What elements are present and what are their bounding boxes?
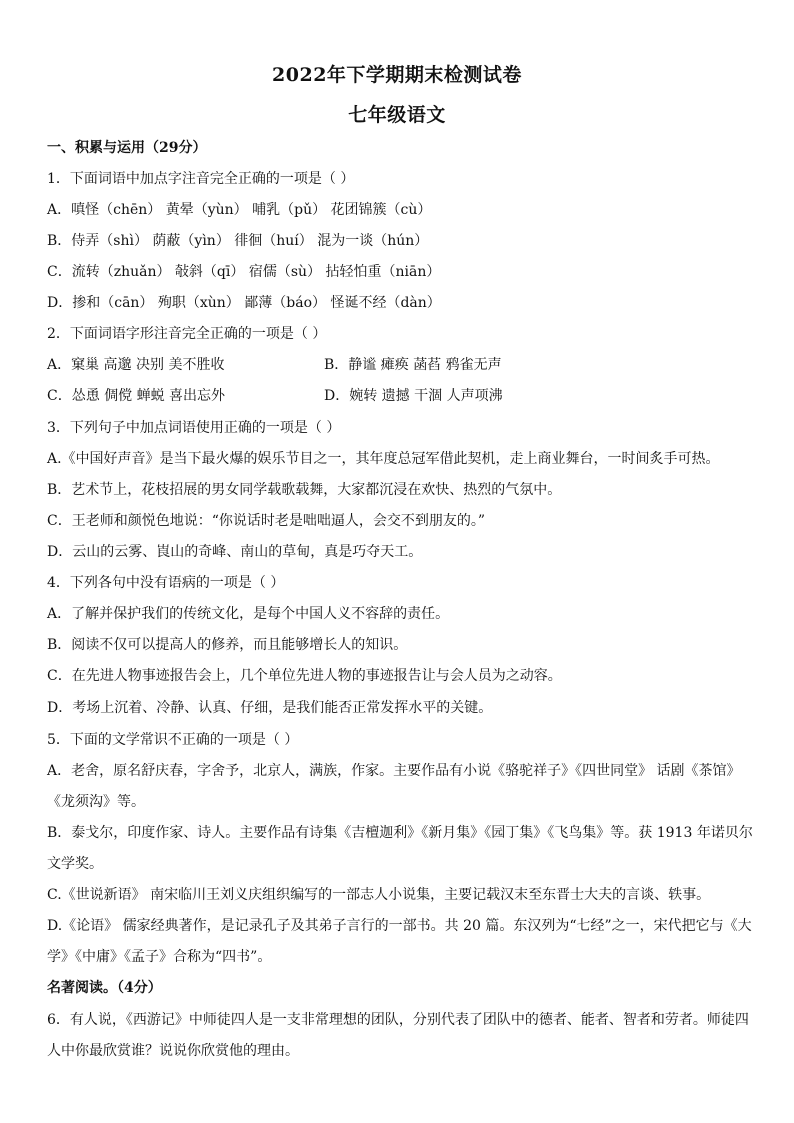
question-stem: 5．下面的文学常识不正确的一项是（ ） bbox=[47, 732, 299, 748]
option-a-cont: 《龙须沟》等。 bbox=[47, 794, 145, 810]
option-d: D．掺和（cān） 殉职（xùn） 鄙薄（báo） 怪诞不经（dàn） bbox=[47, 295, 441, 311]
question-stem: 4．下列各句中没有语病的一项是（ ） bbox=[47, 575, 285, 591]
option-b-cont: 文学奖。 bbox=[47, 856, 103, 872]
question-stem: 1．下面词语中加点字注音完全正确的一项是（ ） bbox=[47, 171, 355, 187]
question-stem: 3．下列句子中加点词语使用正确的一项是（ ） bbox=[47, 420, 341, 436]
option-a: A．窠巢 高邈 决别 美不胜收 bbox=[47, 357, 225, 373]
option-c: C．怂恿 倜傥 蝉蜕 喜出忘外 bbox=[47, 388, 226, 404]
question-stem: 2．下面词语字形注音完全正确的一项是（ ） bbox=[47, 326, 327, 342]
question-stem: 6．有人说，《西游记》中师徒四人是一支非常理想的团队，分别代表了团队中的德者、能者、智者和劳者。师徒四 bbox=[47, 1012, 749, 1028]
section-heading: 一、积累与运用（29分） bbox=[47, 140, 207, 156]
option-d: D.《论语》 儒家经典著作，是记录孔子及其弟子言行的一部书。共 20 篇。东汉列为“七经”之一，宋代把它与《大 bbox=[47, 918, 752, 934]
option-b: B．侍弄（shì） 荫蔽（yìn） 徘徊（huí） 混为一谈（hún） bbox=[47, 233, 429, 249]
option-b: B．静谧 瘫痪 菡萏 鸦雀无声 bbox=[324, 357, 502, 373]
option-d: D．云山的云雾、崀山的奇峰、南山的草甸，真是巧夺天工。 bbox=[47, 544, 423, 560]
option-b: B．泰戈尔，印度作家、诗人。主要作品有诗集《吉檀迦利》《新月集》《园丁集》《飞鸟集》等。获 1913 年诺贝尔 bbox=[47, 825, 753, 841]
option-b: B．阅读不仅可以提高人的修养，而且能够增长人的知识。 bbox=[47, 637, 408, 653]
question-stem-cont: 人中你最欣赏谁？说说你欣赏他的理由。 bbox=[47, 1043, 299, 1059]
option-d: D．婉转 遗撼 干涸 人声项沸 bbox=[324, 388, 503, 404]
option-a: A．了解并保护我们的传统文化，是每个中国人义不容辞的责任。 bbox=[47, 606, 450, 622]
option-a: A.《中国好声音》是当下最火爆的娱乐节目之一，其年度总冠军借此契机，走上商业舞台，一时间炙手可热。 bbox=[47, 451, 720, 467]
option-d: D．考场上沉着、冷静、认真、仔细，是我们能否正常发挥水平的关键。 bbox=[47, 700, 493, 716]
option-d-cont: 学》《中庸》《孟子》合称为“四书”。 bbox=[47, 949, 272, 965]
option-c: C．王老师和颜悦色地说：“你说话时老是咄咄逼人，会交不到朋友的。” bbox=[47, 513, 486, 529]
option-a: A．老舍，原名舒庆春，字舍予，北京人，满族，作家。主要作品有小说《骆驼祥子》《四世同堂》 话剧《茶馆》 bbox=[47, 763, 741, 779]
exam-title: 2022年下学期期末检测试卷 bbox=[272, 64, 522, 86]
option-c: C．流转（zhuǎn） 敧斜（qī） 宿儒（sù） 拈轻怕重（niān） bbox=[47, 264, 441, 280]
exam-subtitle: 七年级语文 bbox=[348, 104, 446, 126]
section-heading: 名著阅读。（4分） bbox=[47, 980, 162, 996]
option-c: C.《世说新语》 南宋临川王刘义庆组织编写的一部志人小说集，主要记载汉末至东晋士大夫的言谈、轶事。 bbox=[47, 887, 711, 903]
option-c: C．在先进人物事迹报告会上，几个单位先进人物的事迹报告让与会人员为之动容。 bbox=[47, 668, 562, 684]
option-b: B．艺术节上，花枝招展的男女同学载歌载舞，大家都沉浸在欢快、热烈的气氛中。 bbox=[47, 482, 562, 498]
option-a: A．嗔怪（chēn） 黄晕（yùn） 哺乳（pǔ） 花团锦簇（cù） bbox=[47, 202, 432, 218]
